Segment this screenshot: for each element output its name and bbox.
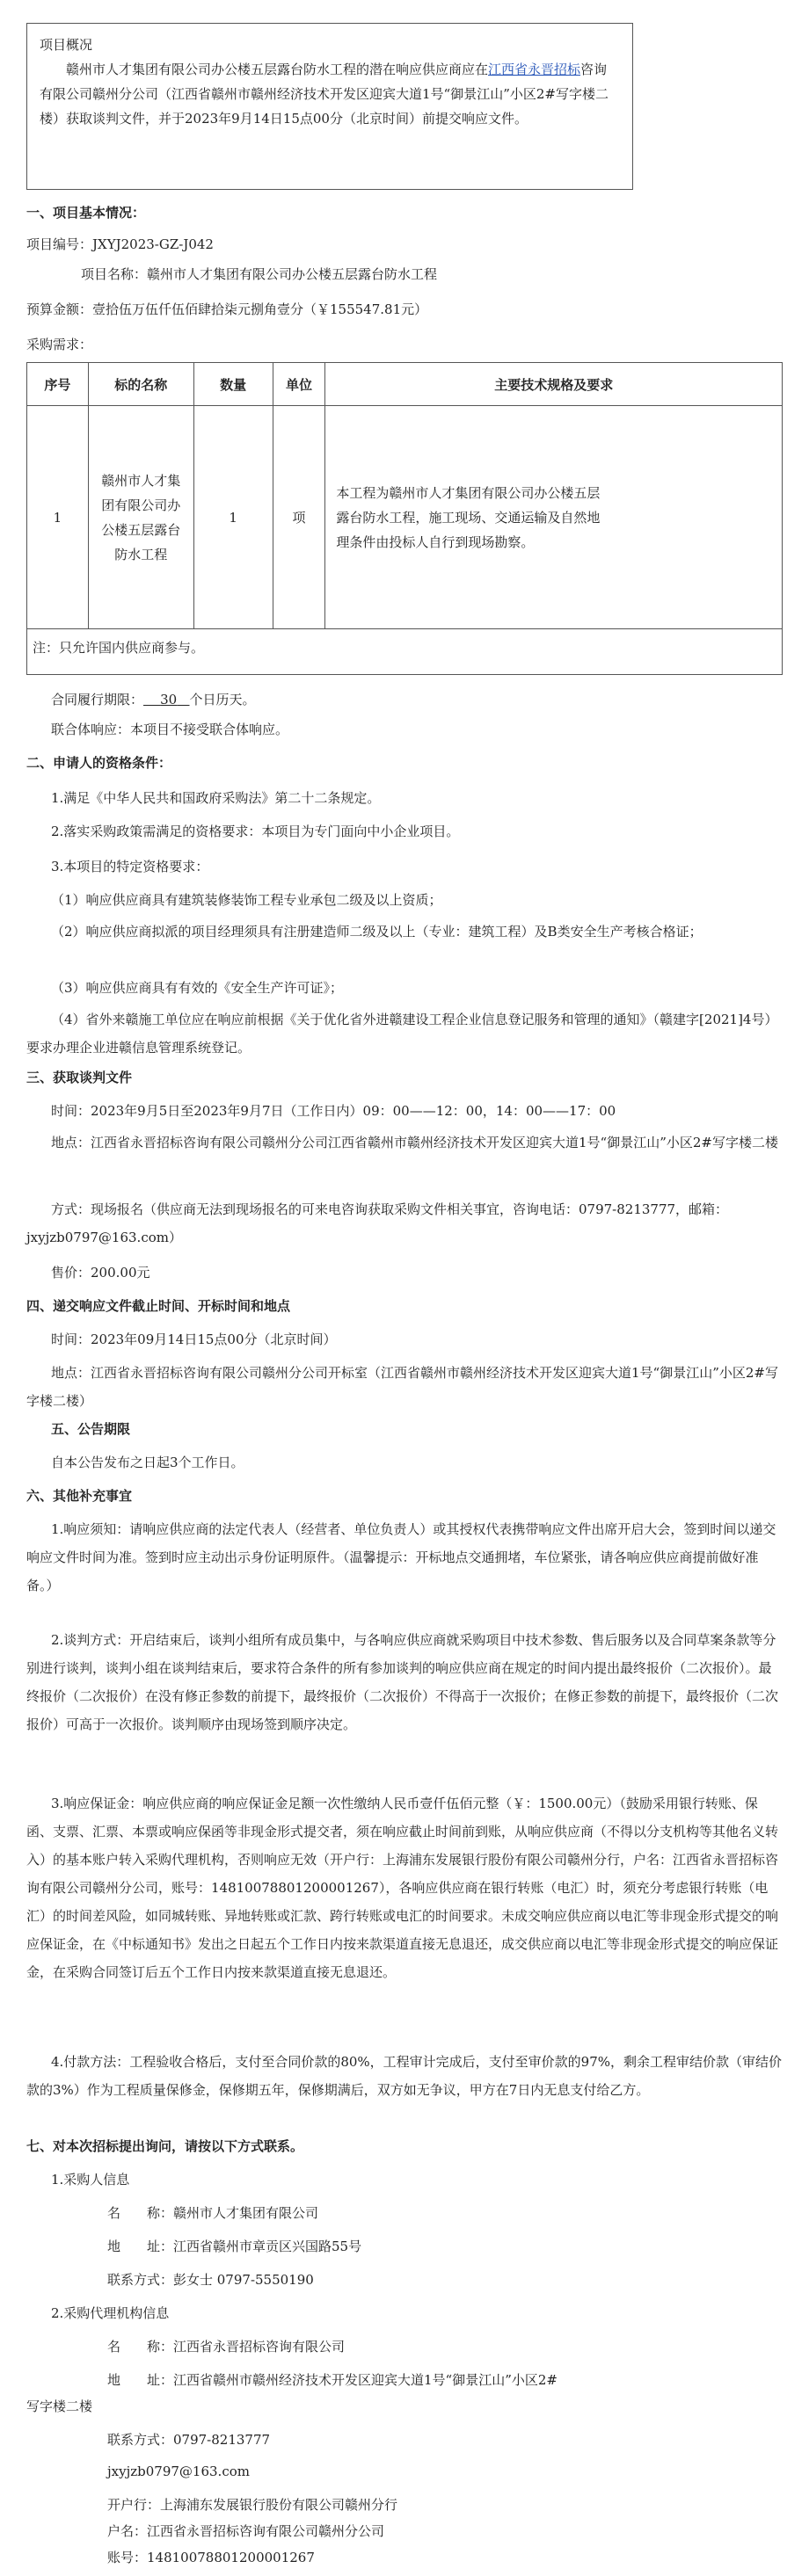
response-notice: 1.响应须知：请响应供应商的法定代表人（经营者、单位负责人）或其授权代表携带响应文件出席开启大会，签到时间以递交响应文件时间为准。签到时应主动出示身份证明原件。（温馨提示：开标地点交通拥堵，车位紧张，请各响应供应商提前做好准备。） (26, 1521, 776, 1593)
agent-bank: 开户行：上海浦东发展银行股份有限公司赣州分行 (107, 2497, 398, 2513)
budget-amount: 预算金额：壹拾伍万伍仟伍佰肆拾柒元捌角壹分（￥155547.81元） (26, 301, 428, 317)
table-header-row (27, 363, 783, 406)
table-note: 注：只允许国内供应商参与。 (26, 626, 783, 675)
agent-info-title: 2.采购代理机构信息 (51, 2305, 170, 2321)
cell-unit: 项 (273, 406, 325, 629)
contract-period-label: 合同履行期限： (51, 692, 144, 707)
deadline-time: 时间：2023年09月14日15点00分（北京时间） (51, 1332, 337, 1347)
overview-text-post: 咨询有限公司赣州分公司（江西省赣州市赣州经济技术开发区迎宾大道1号“御景江山”小区2#写字楼二楼）获取谈判文件，并于2023年9月14日15点00分（北京时间）前提交响应文件。 (40, 62, 609, 127)
contract-period-unit: 个日历天。 (189, 692, 256, 707)
section-4-heading: 四、递交响应文件截止时间、开标时间和地点 (26, 1298, 291, 1314)
header-spec: 主要技术规格及要求 (325, 363, 783, 406)
document-price: 售价：200.00元 (51, 1265, 150, 1281)
buyer-info-title: 1.采购人信息 (51, 2172, 130, 2188)
qualification-sub-4: （4）省外来赣施工单位应在响应前根据《关于优化省外进赣建设工程企业信息登记服务和管理的通知》（赣建字[2021]4号）要求办理企业进赣信息管理系统登记。 (26, 1012, 778, 1056)
qualification-1: 1.满足《中华人民共和国政府采购法》第二十二条规定。 (51, 790, 381, 806)
project-number: 项目编号：JXYJ2023-GZ-J042 (26, 236, 214, 252)
overview-title: 项目概况 (40, 37, 93, 53)
requirements-table (26, 362, 783, 629)
cell-desc-text: 本工程为赣州市人才集团有限公司办公楼五层露台防水工程，施工现场、交通运输及自然地理条件由投标人自行到现场勘察。 (336, 484, 601, 550)
buyer-name: 名 称：赣州市人才集团有限公司 (107, 2205, 319, 2221)
obtain-method: 方式：现场报名（供应商无法到现场报名的可来电咨询获取采购文件相关事宜，咨询电话：0797-8213777，邮箱：jxyjzb0797@163.com） (26, 1201, 729, 1245)
section-5-heading: 五、公告期限 (51, 1421, 131, 1437)
agent-phone: 联系方式：0797-8213777 (107, 2432, 271, 2448)
agent-address: 地 址：江西省赣州市赣州经济技术开发区迎宾大道1号“御景江山”小区2# (107, 2372, 558, 2388)
header-name: 标的名称 (88, 363, 193, 406)
contract-period-number: 30 (160, 692, 178, 707)
requirements-label: 采购需求： (26, 337, 93, 352)
cell-no: 1 (27, 406, 89, 629)
section-1-heading: 一、项目基本情况： (26, 205, 146, 221)
contract-period-value (143, 692, 189, 707)
section-3-heading: 三、获取谈判文件 (26, 1070, 133, 1085)
obtain-place: 地点：江西省永晋招标咨询有限公司赣州分公司江西省赣州市赣州经济技术开发区迎宾大道1号“御景江山”小区2#写字楼二楼 (51, 1135, 778, 1150)
qualification-sub-3: （3）响应供应商具有有效的《安全生产许可证》； (51, 980, 344, 996)
obtain-time: 时间：2023年9月5日至2023年9月7日（工作日内）09：00——12：00，14：00——17：00 (51, 1103, 616, 1119)
overview-text-pre: 赣州市人才集团有限公司办公楼五层露台防水工程的潜在响应供应商应在 (66, 62, 489, 77)
table-row (27, 406, 783, 629)
agent-name: 名 称：江西省永晋招标咨询有限公司 (107, 2339, 346, 2355)
section-2-heading: 二、申请人的资格条件： (26, 755, 172, 771)
cell-desc (325, 406, 783, 629)
overview-paragraph (40, 57, 620, 131)
project-name: 项目名称：赣州市人才集团有限公司办公楼五层露台防水工程 (81, 266, 438, 282)
negotiation-method: 2.谈判方式：开启结束后，谈判小组所有成员集中，与各响应供应商就采购项目中技术参数、售后服务以及合同草案条款等分别进行谈判，谈判小组在谈判结束后，要求符合条件的所有参加谈判的响应供应商在规定的时间内提出最终报价（二次报价）。最终报价（二次报价）在没有修正参数的前提下，最终报价（二次报价）不得高于一次报价；在修正参数的前提下，最终报价（二次报价）可高于一次报价。谈判顺序由现场签到顺序决定。 (26, 1632, 779, 1732)
header-qty: 数量 (193, 363, 273, 406)
payment-method: 4.付款方法：工程验收合格后，支付至合同价款的80%，工程审计完成后，支付至审价款的97%，剩余工程审结价款（审结价款的3%）作为工程质量保修金，保修期五年，保修期满后，双方如无争议，甲方在7日内无息支付给乙方。 (26, 2054, 782, 2098)
qualification-sub-2: （2）响应供应商拟派的项目经理须具有注册建造师二级及以上（专业：建筑工程）及B类安全生产考核合格证； (51, 924, 703, 940)
header-no: 序号 (27, 363, 89, 406)
contract-period (26, 689, 783, 710)
announcement-period: 自本公告发布之日起3个工作日。 (51, 1455, 244, 1470)
agent-address-cont: 写字楼二楼 (26, 2398, 93, 2414)
agent-account-name: 户名：江西省永晋招标咨询有限公司赣州分公司 (107, 2523, 385, 2539)
overview-box (26, 23, 633, 190)
cell-name: 赣州市人才集团有限公司办公楼五层露台防水工程 (88, 406, 193, 629)
qualification-3: 3.本项目的特定资格要求： (51, 859, 209, 874)
header-unit: 单位 (273, 363, 325, 406)
agent-email[interactable]: jxyjzb0797@163.com (107, 2464, 250, 2479)
buyer-contact: 联系方式：彭女士 0797-5550190 (107, 2272, 314, 2288)
section-7-heading: 七、对本次招标提出询问，请按以下方式联系。 (26, 2138, 304, 2154)
qualification-2: 2.落实采购政策需满足的资格要求：本项目为专门面向中小企业项目。 (51, 824, 460, 839)
buyer-address: 地 址：江西省赣州市章贡区兴国路55号 (107, 2239, 362, 2254)
cell-qty: 1 (193, 406, 273, 629)
joint-response: 联合体响应：本项目不接受联合体响应。 (51, 722, 289, 737)
overview-link[interactable]: 江西省永晋招标 (488, 62, 581, 77)
agent-account-no: 账号：14810078801200001267 (107, 2550, 315, 2565)
qualification-sub-1: （1）响应供应商具有建筑装修装饰工程专业承包二级及以上资质； (51, 892, 442, 908)
response-deposit: 3.响应保证金：响应供应商的响应保证金足额一次性缴纳人民币壹仟伍佰元整（￥：1500.00元）（鼓励采用银行转账、保函、支票、汇票、本票或响应保函等非现金形式提交者，须在响应截止时间前到账，从响应供应商（不得以分支机构等其他名义转入）的基本账户转入采购代理机构，否则响应无效（开户行：上海浦东发展银行股份有限公司赣州分行，户名：江西省永晋招标咨询有限公司赣州分公司，账号：14810078801200001267），各响应供应商在银行转账（电汇）时，须充分考虑银行转账（电汇）的时间差风险，如同城转账、异地转账或汇款、跨行转账或电汇的时间要求。未成交响应供应商以电汇等非现金形式提交的响应保证金，在《中标通知书》发出之日起五个工作日内按来款渠道直接无息退还，成交供应商以电汇等非现金形式提交的响应保证金，在采购合同签订后五个工作日内按来款渠道直接无息退还。 (26, 1796, 779, 1980)
deadline-place: 地点：江西省永晋招标咨询有限公司赣州分公司开标室（江西省赣州市赣州经济技术开发区迎宾大道1号“御景江山”小区2#写字楼二楼） (26, 1365, 778, 1409)
section-6-heading: 六、其他补充事宜 (26, 1488, 133, 1504)
